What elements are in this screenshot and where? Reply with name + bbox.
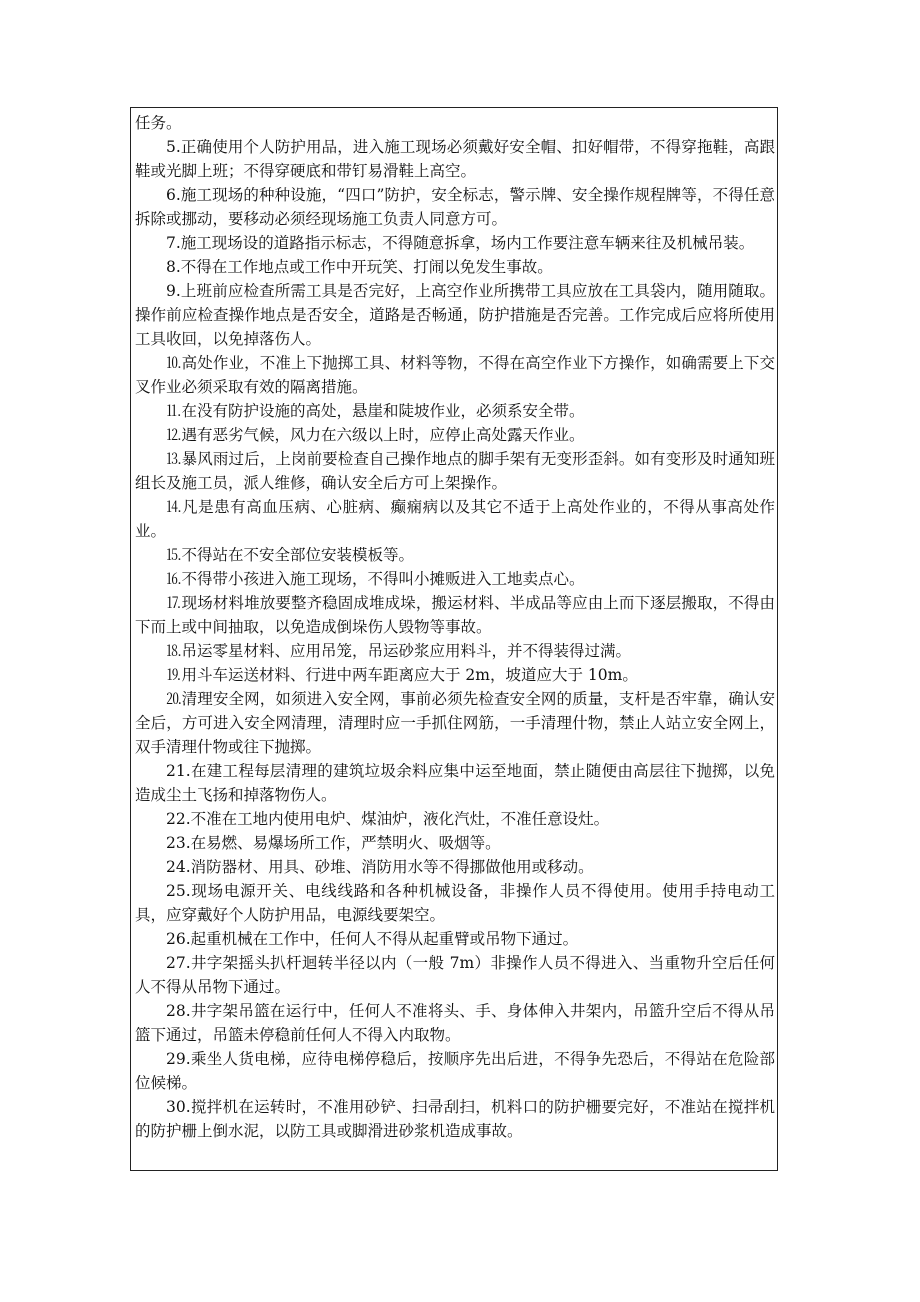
rule-item-8: 8.不得在工作地点或工作中开玩笑、打闹以免发生事故。 <box>166 258 553 276</box>
rule-item-25: 25.现场电源开关、电线线路和各种机械设备，非操作人员不得使用。使用手持电动工具，应穿戴好个人防护用品，电源线要架空。 <box>135 882 775 924</box>
rule-item-11: ⒒在没有防护设施的高处，悬崖和陡坡作业，必须系安全带。 <box>166 402 585 420</box>
document-table-cell <box>130 107 778 1171</box>
document-body <box>135 111 775 1143</box>
rule-item-21: 21.在建工程每层清理的建筑垃圾余料应集中运至地面，禁止随便由高层往下抛掷，以免造成尘土飞扬和掉落物伤人。 <box>135 762 775 804</box>
rule-item-6: 6.施工现场的种种设施，“四口”防护，安全标志，警示牌、安全操作规程牌等，不得任意拆除或挪动，要移动必须经现场施工负责人同意方可。 <box>135 186 775 228</box>
rule-item-13: ⒔暴风雨过后，上岗前要检查自己操作地点的脚手架有无变形歪斜。如有变形及时通知班组长及施工员，派人维修，确认安全后方可上架操作。 <box>135 450 775 492</box>
rule-item-26: 26.起重机械在工作中，任何人不得从起重臂或吊物下通过。 <box>166 930 579 948</box>
rule-item-29: 29.乘坐人货电梯，应待电梯停稳后，按顺序先出后进，不得争先恐后，不得站在危险部位候梯。 <box>135 1050 775 1092</box>
rule-item-15: ⒖不得站在不安全部位安装模板等。 <box>166 546 415 564</box>
rule-item-28: 28.井字架吊篮在运行中，任何人不准将头、手、身体伸入井架内，吊篮升空后不得从吊篮下通过，吊篮未停稳前任何人不得入内取物。 <box>135 1002 775 1044</box>
rule-item-5: 5.正确使用个人防护用品，进入施工现场必须戴好安全帽、扣好帽带，不得穿拖鞋，高跟鞋或光脚上班；不得穿硬底和带钉易滑鞋上高空。 <box>135 138 775 180</box>
rule-item-14: ⒕凡是患有高血压病、心脏病、癫痫病以及其它不适于上高处作业的，不得从事高处作业。 <box>135 498 775 540</box>
rule-item-27: 27.井字架摇头扒杆迴转半径以内（一般 7m）非操作人员不得进入、当重物升空后任何人不得从吊物下通过。 <box>135 954 775 996</box>
rule-item-22: 22.不准在工地内使用电炉、煤油炉，液化汽灶，不准任意设灶。 <box>166 810 610 828</box>
rule-item-18: ⒙吊运零星材料、应用吊笼，吊运砂浆应用料斗，并不得装得过满。 <box>166 642 632 660</box>
rule-item-10: ⒑高处作业，不准上下抛掷工具、材料等物，不得在高空作业下方操作，如确需要上下交叉作业必须采取有效的隔离措施。 <box>135 354 775 396</box>
rule-item-16: ⒗不得带小孩进入施工现场，不得叫小摊贩进入工地卖点心。 <box>166 570 585 588</box>
rule-item-12: ⒓遇有恶劣气候，风力在六级以上时，应停止高处露天作业。 <box>166 426 585 444</box>
rule-item-20: ⒛清理安全网，如须进入安全网，事前必须先检查安全网的质量，支杆是否牢靠，确认安全后，方可进入安全网清理，清理时应一手抓住网筋，一手清理什物，禁止人站立安全网上，双手清理什物或往下抛掷。 <box>135 690 775 756</box>
rule-item-17: ⒘现场材料堆放要整齐稳固成堆成垛，搬运材料、半成品等应由上而下逐层搬取，不得由下而上或中间抽取，以免造成倒垛伤人毁物等事故。 <box>135 594 775 636</box>
rule-item-7: 7.施工现场设的道路指示标志，不得随意拆拿，场内工作要注意车辆来往及机械吊装。 <box>166 234 755 252</box>
paragraph-continuation: 任务。 <box>135 114 182 132</box>
rule-item-23: 23.在易燃、易爆场所工作，严禁明火、吸烟等。 <box>166 834 501 852</box>
rule-item-19: ⒚用斗车运送材料、行进中两车距离应大于 2m，坡道应大于 10m。 <box>166 666 638 684</box>
rule-item-24: 24.消防器材、用具、砂堆、消防用水等不得挪做他用或移动。 <box>166 858 594 876</box>
rule-item-9: 9.上班前应检查所需工具是否完好，上高空作业所携带工具应放在工具袋内，随用随取。操作前应检查操作地点是否安全，道路是否畅通，防护措施是否完善。工作完成后应将所使用工具收回，以免掉落伤人。 <box>135 282 775 348</box>
rule-item-30: 30.搅拌机在运转时，不准用砂铲、扫帚刮扫，机料口的防护栅要完好，不准站在搅拌机的防护栅上倒水泥，以防工具或脚滑进砂浆机造成事故。 <box>135 1098 775 1140</box>
